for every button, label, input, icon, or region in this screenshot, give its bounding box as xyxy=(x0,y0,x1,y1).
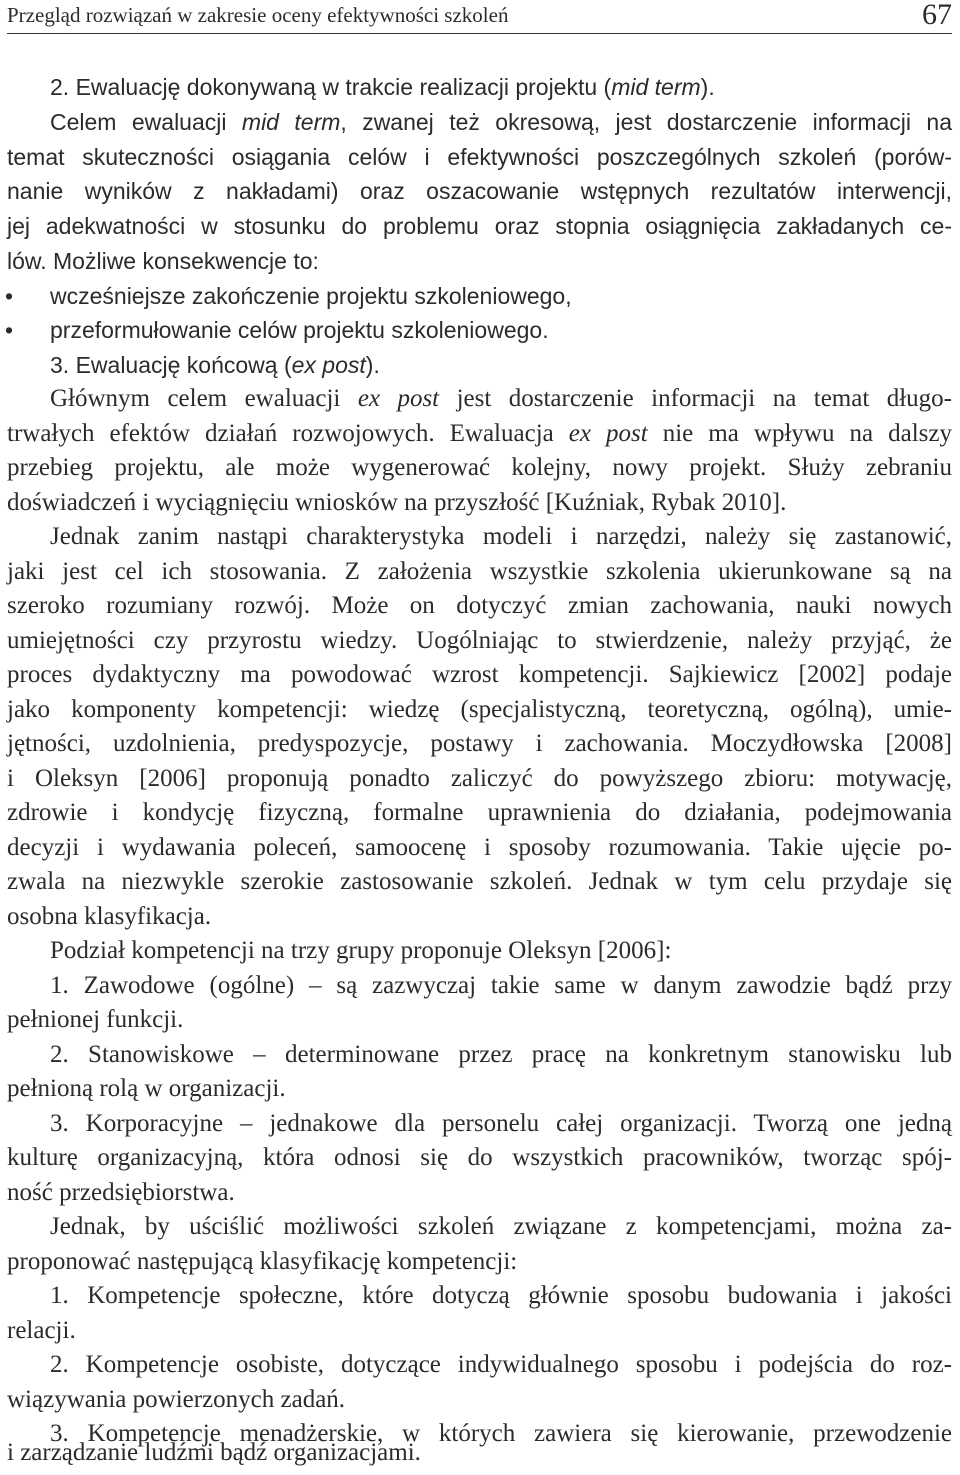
text-line: umiejętności czy przyrostu wiedzy. Uogólniając to stwierdzenie, należy przyjąć, że xyxy=(7,627,952,654)
text-line: pełnioną rolą w organizacji. xyxy=(7,1075,286,1102)
text-line xyxy=(50,348,952,382)
running-title: Przegląd rozwiązań w zakresie oceny efektywności szkoleń xyxy=(7,3,509,27)
text-line: decyzji i wydawania poleceń, samoocenę i sposoby rozumowania. Takie ujęcie po- xyxy=(7,834,952,861)
page-number: 67 xyxy=(922,0,952,31)
text-line: 1. Zawodowe (ogólne) – są zazwyczaj takie same w danym zawodzie bądź przy xyxy=(50,972,952,999)
text-line: wiązywania powierzonych zadań. xyxy=(7,1386,346,1413)
text-run: Celem ewaluacji xyxy=(50,109,242,135)
text-run: ). xyxy=(700,74,715,100)
text-line: lów. Możliwe konsekwencje to: xyxy=(7,248,319,274)
bullet-item: wcześniejsze zakończenie projektu szkoleniowego, xyxy=(50,283,572,309)
text-line: doświadczeń i wyciągnięciu wniosków na przyszłość [Kuźniak, Rybak 2010]. xyxy=(7,489,787,516)
text-run: ). xyxy=(365,352,380,378)
text-line xyxy=(7,417,952,451)
text-line: szeroko rozumiany rozwój. Może on dotyczyć zmian zachowania, nauki nowych xyxy=(7,592,952,619)
text-line: pełnionej funkcji. xyxy=(7,1006,184,1033)
italic-term: ex post xyxy=(357,385,440,412)
text-line: Jednak, by uściślić możliwości szkoleń związane z kompetencjami, można za- xyxy=(50,1213,952,1240)
text-line: zwala na niezwykle szerokie zastosowanie szkoleń. Jednak w tym celu przydaje się xyxy=(7,868,952,895)
text-line: 2. Stanowiskowe – determinowane przez pracę na konkretnym stanowisku lub xyxy=(50,1041,952,1068)
bullet-item: przeformułowanie celów projektu szkoleniowego. xyxy=(50,317,549,343)
text-line: ność przedsiębiorstwa. xyxy=(7,1179,235,1206)
text-run: 3. Ewaluację końcową ( xyxy=(50,352,292,378)
text-line: zdrowie i kondycję fizyczną, formalne uprawnienia do działania, podejmowania xyxy=(7,799,952,826)
text-line: i zarządzanie ludźmi bądź organizacjami. xyxy=(7,1439,421,1466)
text-line xyxy=(50,105,952,139)
text-line: 2. Kompetencje osobiste, dotyczące indywidualnego sposobu i podejścia do roz- xyxy=(50,1351,952,1378)
page-header xyxy=(7,0,952,34)
text-line: temat skuteczności osiągania celów i efektywności poszczególnych szkoleń (porów- xyxy=(7,144,952,170)
italic-term: ex post xyxy=(291,352,366,378)
text-line: i Oleksyn [2006] proponują ponadto zaliczyć do powyższego zbioru: motywację, xyxy=(7,765,952,792)
text-line: nanie wyników z nakładami) oraz oszacowanie wstępnych rezultatów interwencji, xyxy=(7,178,952,204)
italic-term: mid term xyxy=(241,109,341,135)
text-line xyxy=(50,382,952,416)
text-line: Jednak zanim nastąpi charakterystyka modeli i narzędzi, należy się zastanowić, xyxy=(50,523,952,550)
text-line: 3. Korporacyjne – jednakowe dla personelu całej organizacji. Tworzą one jedną xyxy=(50,1110,952,1137)
text-line: osobna klasyfikacja. xyxy=(7,903,212,930)
italic-term: mid term xyxy=(611,74,701,100)
text-run: 2. Ewaluację dokonywaną w trakcie realizacji projektu ( xyxy=(50,74,612,100)
bullet-icon: • xyxy=(5,283,14,309)
italic-term: ex post xyxy=(568,420,648,447)
text-line: relacji. xyxy=(7,1317,76,1344)
text-line: jako komponenty kompetencji: wiedzę (specjalistyczną, teoretyczną, ogólną), umie- xyxy=(7,696,952,723)
bullet-icon: • xyxy=(5,317,14,343)
text-line: 1. Kompetencje społeczne, które dotyczą głównie sposobu budowania i jakości xyxy=(50,1282,952,1309)
text-run: Głównym celem ewaluacji xyxy=(50,385,358,412)
text-line: kulturę organizacyjną, która odnosi się do wszystkich pracowników, tworząc spój- xyxy=(7,1144,952,1171)
text-line: jaki jest cel ich stosowania. Z założenia wszystkie szkolenia ukierunkowane są na xyxy=(7,558,952,585)
text-line xyxy=(50,70,952,104)
text-line: 3. Kompetencje menadżerskie, w których zawiera się kierowanie, przewodzenie xyxy=(50,1420,952,1447)
text-line: jej adekwatności w stosunku do problemu oraz stopnia osiągnięcia zakładanych ce- xyxy=(7,213,952,239)
text-line: jętności, uzdolnienia, predyspozycje, postawy i zachowania. Moczydłowska [2008] xyxy=(7,730,952,757)
text-line: przebieg projektu, ale może wygenerować kolejny, nowy projekt. Służy zebraniu xyxy=(7,454,952,481)
text-run: nie ma wpływu na dalszy xyxy=(647,420,952,447)
text-run: , zwanej też okresową, jest dostarczenie informacji na xyxy=(340,109,952,135)
text-run: jest dostarczenie informacji na temat długo- xyxy=(439,385,952,412)
text-run: trwałych efektów działań rozwojowych. Ewaluacja xyxy=(7,420,569,447)
text-line: Podział kompetencji na trzy grupy proponuje Oleksyn [2006]: xyxy=(50,937,672,964)
text-line: proces dydaktyczny ma powodować wzrost kompetencji. Sajkiewicz [2002] podaje xyxy=(7,661,952,688)
text-line: proponować następującą klasyfikację kompetencji: xyxy=(7,1248,518,1275)
